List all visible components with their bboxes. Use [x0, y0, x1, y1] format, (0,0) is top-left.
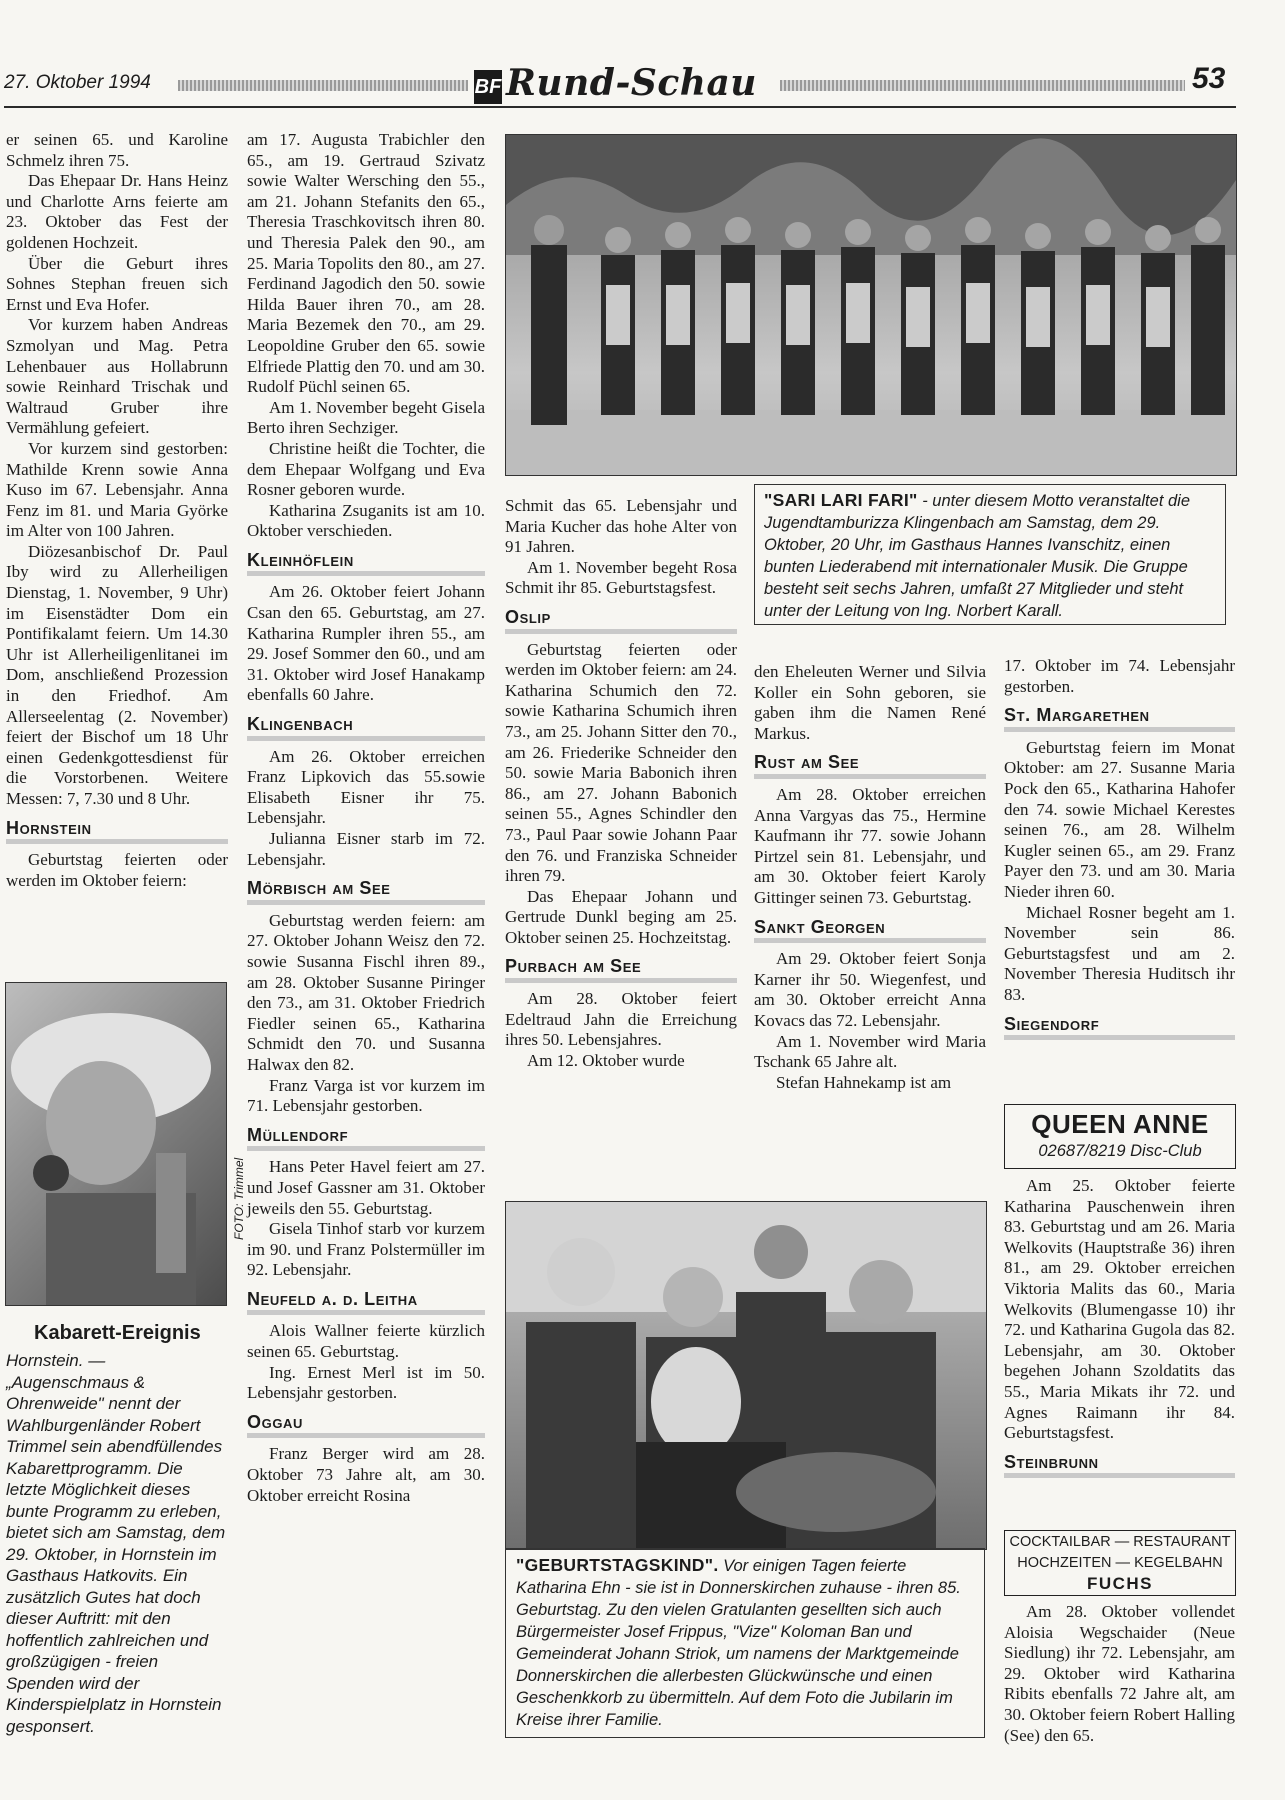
article-paragraph: Vor kurzem sind gestorben: Mathilde Krenn sowie Anna Kuso im 67. Lebensjahr. Anna Fenz im 81. und Maria Györke im Alter von 100 Jahren. [6, 438, 228, 541]
queen-anne-phone: 02687/8219 Disc-Club [1038, 1142, 1202, 1160]
article-paragraph: Michael Rosner begeht am 1. November sein 86. Geburtstagsfest und am 2. November Theresia Huditsch ihr 83. [1004, 902, 1235, 1004]
section-heading: St. Margarethen [1004, 705, 1235, 732]
section-heading: Kleinhöflein [247, 550, 485, 577]
column-4 [754, 662, 986, 1093]
section-heading: Sankt Georgen [754, 917, 986, 944]
section-heading: Oggau [247, 1412, 485, 1439]
article-paragraph: Am 28. Oktober feiert Edeltraud Jahn die Erreichung ihres 50. Lebensjahres. [505, 989, 737, 1050]
fuchs-title: FUCHS [1086, 1574, 1154, 1593]
section-heading: Müllendorf [247, 1125, 485, 1152]
article-paragraph: Das Ehepaar Johann und Gertrude Dunkl beging am 25. Oktober seinen 25. Hochzeitstag. [505, 886, 737, 947]
column-5-bottom [1004, 1602, 1235, 1746]
article-paragraph: er seinen 65. und Karoline Schmelz ihren 75. [6, 130, 228, 170]
article-paragraph: Franz Berger wird am 28. Oktober 73 Jahre alt, am 30. Oktober erreicht Rosina [247, 1444, 485, 1505]
section-title: Rund-Schau [506, 62, 757, 104]
sari-caption-text: - unter diesem Motto veranstaltet die Jugendtamburizza Klingenbach am Samstag, dem 29. Oktober, 20 Uhr, im Gasthaus Hannes Ivanschitz, einen bunten Liederabend mit internationaler Musik. Die Gruppe besteht seit sechs Jahren, umfaßt 27 Mitglieder und steht unter der Leitung von Ing. Norbert Karall. [764, 492, 1191, 620]
geb-caption-text: Vor einigen Tagen feierte Katharina Ehn - sie ist in Donnerskirchen zuhause - ihren 85. Geburtstag. Zu den vielen Gratulanten gesellten sich auch Bürgermeister Josef Frippus, "Vize" Koloman Ban und Gemeinderat Johann Striok, um namens der Marktgemeinde Donnerskirchen die allerbesten Glückwünsche und einen Geschenkkorb zu übermitteln. Auf dem Foto die Jubilarin im Kreise ihrer Familie. [516, 1557, 961, 1729]
section-heading: Oslip [505, 607, 737, 634]
article-paragraph: Stefan Hahnekamp ist am [776, 1072, 952, 1092]
column-5-middle [1004, 1176, 1235, 1484]
article-paragraph: Am 1. November begeht Rosa Schmit ihr 85. Geburtstagsfest. [505, 557, 737, 598]
article-paragraph: Am 25. Oktober feierte Katharina Pauschenwein ihren 83. Geburtstag und am 26. Maria Welkovits (Hauptstraße 36) ihren 81., am 29. Oktober erreichen Viktoria Malits das 60., Maria Welkovits (Blumengasse 10) ihr 72. und Katharina Gugola das 82. Lebensjahr, am 30. Oktober begehen Johann Szoldatits das 55., Maria Mikats ihr 72. und Agnes Raimann ihr 84. Geburtstagsfest. [1004, 1176, 1235, 1443]
article-paragraph: Am 29. Oktober feiert Sonja Karner ihr 50. Wiegenfest, und am 30. Oktober erreicht Anna Kovacs das 72. Lebensjahr. [754, 949, 986, 1030]
header-rule-right [780, 80, 1185, 91]
kabarett-performer-photo [5, 982, 227, 1306]
section-heading: Klingenbach [247, 714, 485, 741]
family-photo-image [506, 1202, 986, 1549]
queen-anne-title: QUEEN ANNE [1031, 1109, 1209, 1139]
article-paragraph: Hans Peter Havel feiert am 27. und Josef Gassner am 31. Oktober jeweils den 55. Geburtstag. [247, 1157, 485, 1218]
newspaper-logo: BF [474, 70, 502, 104]
header-rule-left [178, 80, 468, 91]
geb-caption-lead: "GEBURTSTAGSKIND". [516, 1555, 719, 1575]
queen-anne-ad [1004, 1104, 1236, 1169]
article-paragraph: Am 1. November begeht Gisela Berto ihren Sechziger. [247, 397, 485, 438]
article-paragraph: Diözesanbischof Dr. Paul Iby wird zu Allerheiligen Dienstag, 1. November, 9 Uhr) im Eisenstädter Dom ein Pontifikalamt feiern. Um 14.30 Uhr ist Allerheiligenlitanei im Dom, anschließend Prozession in den Friedhof. Am Allerseelentag (2. November) feiert der Bischof um 18 Uhr einen Gedenkgottesdienst für die Vorstorbenen. Weitere Messen: 7, 7.30 und 8 Uhr. [6, 541, 228, 808]
sari-caption-lead: "SARI LARI FARI" [764, 490, 918, 510]
section-heading: Rust am See [754, 752, 986, 779]
column-1 [6, 130, 228, 891]
article-paragraph: Geburtstag feierten oder werden im Oktober feiern: [6, 850, 228, 890]
article-paragraph: Julianna Eisner starb im 72. Lebensjahr. [247, 829, 485, 869]
fuchs-line-2: HOCHZEITEN — KEGELBAHN [1017, 1555, 1223, 1571]
column-3 [505, 496, 737, 1071]
article-paragraph: Am 28. Oktober erreichen Anna Vargyas das 75., Hermine Kaufmann ihr 77. sowie Johann Pirtzel sein 81. Lebensjahr, und am 30. Oktober feiert Karoly Gittinger seinen 73. Geburtstag. [754, 784, 986, 907]
section-heading: Hornstein [6, 818, 228, 845]
fuchs-ad [1004, 1530, 1236, 1596]
performer-photo-image [6, 983, 226, 1305]
article-paragraph: Das Ehepaar Dr. Hans Heinz und Charlotte Arns feierte am 23. Oktober das Fest der goldenen Hochzeit. [6, 171, 228, 252]
article-paragraph: 17. Oktober im 74. Lebensjahr gestorben. [1004, 656, 1235, 696]
article-paragraph: am 17. Augusta Trabichler den 65., am 19. Gertraud Szivatz sowie Walter Wersching den 55., am 21. Johann Stefanits den 65., Theresia Traschkovitsch ihren 80. und Theresia Palek den 90., am 25. Maria Topolits den 80., am 27. Ferdinand Jagodich den 50. sowie Hilda Bauer ihren 70., am 28. Maria Bezemek den 70., am 29. Leopoldine Gruber den 65. sowie Elfriede Plattig den 70. und am 30. Rudolf Püchl seinen 65. [247, 130, 485, 397]
section-heading: Neufeld a. d. Leitha [247, 1289, 485, 1316]
article-paragraph: Geburtstag feierten oder werden im Oktober feiern: am 24. Katharina Schumich den 72. sowie Katharina Schumich ihren 73., am 25. Johann Sitter den 70., am 26. Friederike Schneider den 50. sowie Maria Babonich ihren 86., am 27. Johann Babonich seinen 55., Agnes Schindler den 73., Paul Paar sowie Johann Paar den 76. und Franziska Schneider ihren 79. [505, 639, 737, 886]
article-paragraph: Ing. Ernest Merl ist im 50. Lebensjahr gestorben. [247, 1362, 485, 1403]
issue-date: 27. Oktober 1994 [4, 72, 151, 93]
column-2 [247, 130, 485, 1506]
tamburizza-group-photo [505, 134, 1237, 476]
article-paragraph: Geburtstag werden feiern: am 27. Oktober Johann Weisz den 72. sowie Susanna Fischl ihren 89., am 28. Oktober Susanne Piringer den 73., am 31. Oktober Friedrich Fiedler seinen 65., Katharina Schmidt den 70. und Susanna Halwax den 82. [247, 910, 485, 1074]
article-paragraph: Am 1. November wird Maria Tschank 65 Jahre alt. [754, 1031, 986, 1072]
kabarett-text: Hornstein. — „Augenschmaus & Ohrenweide" nennt der Wahlburgenländer Robert Trimmel sein abendfüllendes Kabarettprogramm. Die letzte Möglichkeit dieses bunte Programm zu erleben, bietet sich am Samstag, dem 29. Oktober, in Hornstein im Gasthaus Hatkovits. Ein zusätzlich Gutes hat doch dieser Auftritt: mit den hoffentlich zahlreichen und großzügigen - freien Spenden wird der Kinderspielplatz in Hornstein gesponsert. [6, 1351, 226, 1736]
sari-lari-fari-caption [754, 484, 1226, 625]
article-paragraph: Am 28. Oktober vollendet Aloisia Wegschaider (Neue Siedlung) ihr 72. Lebensjahr, am 29. Oktober wird Katharina Ribits ebenfalls 72 Jahre alt, am 30. Oktober feiern Robert Halling (See) den 65. [1004, 1602, 1235, 1745]
section-heading: Purbach am See [505, 956, 737, 983]
kabarett-headline: Kabarett-Ereignis [34, 1322, 201, 1344]
page-number: 53 [1192, 62, 1226, 95]
article-paragraph: Katharina Zsuganits ist am 10. Oktober verschieden. [247, 500, 485, 541]
article-paragraph: Vor kurzem haben Andreas Szmolyan und Mag. Petra Lehenbauer aus Hollabrunn sowie Reinhard Trischak und Waltraud Gruber ihre Vermählung gefeiert. [6, 315, 228, 438]
article-paragraph: Am 12. Oktober wurde [527, 1050, 685, 1070]
section-heading: Mörbisch am See [247, 878, 485, 905]
article-paragraph: Über die Geburt ihres Sohnes Stephan freuen sich Ernst und Eva Hofer. [6, 253, 228, 314]
header-underline [4, 106, 1236, 108]
article-paragraph: Alois Wallner feierte kürzlich seinen 65. Geburtstag. [247, 1321, 485, 1362]
article-paragraph: Am 26. Oktober feiert Johann Csan den 65. Geburtstag, am 27. Katharina Rumpler ihren 55., am 29. Josef Sommer den 60., und am 31. Oktober wird Josef Hanakamp ebenfalls 60 Jahre. [247, 582, 485, 705]
article-paragraph: den Eheleuten Werner und Silvia Koller ein Sohn geboren, sie gaben ihm die Namen René Markus. [754, 662, 986, 743]
article-paragraph: Franz Varga ist vor kurzem im 71. Lebensjahr gestorben. [247, 1075, 485, 1116]
birthday-family-photo [505, 1201, 987, 1550]
article-paragraph: Geburtstag feiern im Monat Oktober: am 27. Susanne Maria Pock den 65., Katharina Hahofer den 74. sowie Michael Kerestes seinen 76., am 28. Wilhelm Kugler seinen 65., am 29. Franz Payer den 73. und am 30. Maria Nieder ihren 60. [1004, 737, 1235, 901]
article-paragraph: Schmit das 65. Lebensjahr und Maria Kucher das hohe Alter von 91 Jahren. [505, 496, 737, 557]
article-paragraph: Christine heißt die Tochter, die dem Ehepaar Wolfgang und Eva Rosner geboren wurde. [247, 438, 485, 500]
article-paragraph: Gisela Tinhof starb vor kurzem im 90. und Franz Polstermüller im 92. Lebensjahr. [247, 1219, 485, 1280]
section-heading: Siegendorf [1004, 1014, 1235, 1041]
column-5-top [1004, 656, 1235, 1046]
section-heading: Steinbrunn [1004, 1452, 1235, 1479]
group-photo-image [506, 135, 1236, 475]
article-paragraph: Am 26. Oktober erreichen Franz Lipkovich das 55.sowie Elisabeth Eisner ihr 75. Lebensjahr. [247, 746, 485, 828]
fuchs-line-1: COCKTAILBAR — RESTAURANT [1009, 1534, 1231, 1550]
photo-credit: FOTO: Trimmel [232, 1157, 246, 1240]
geburtstagskind-caption [505, 1548, 985, 1738]
